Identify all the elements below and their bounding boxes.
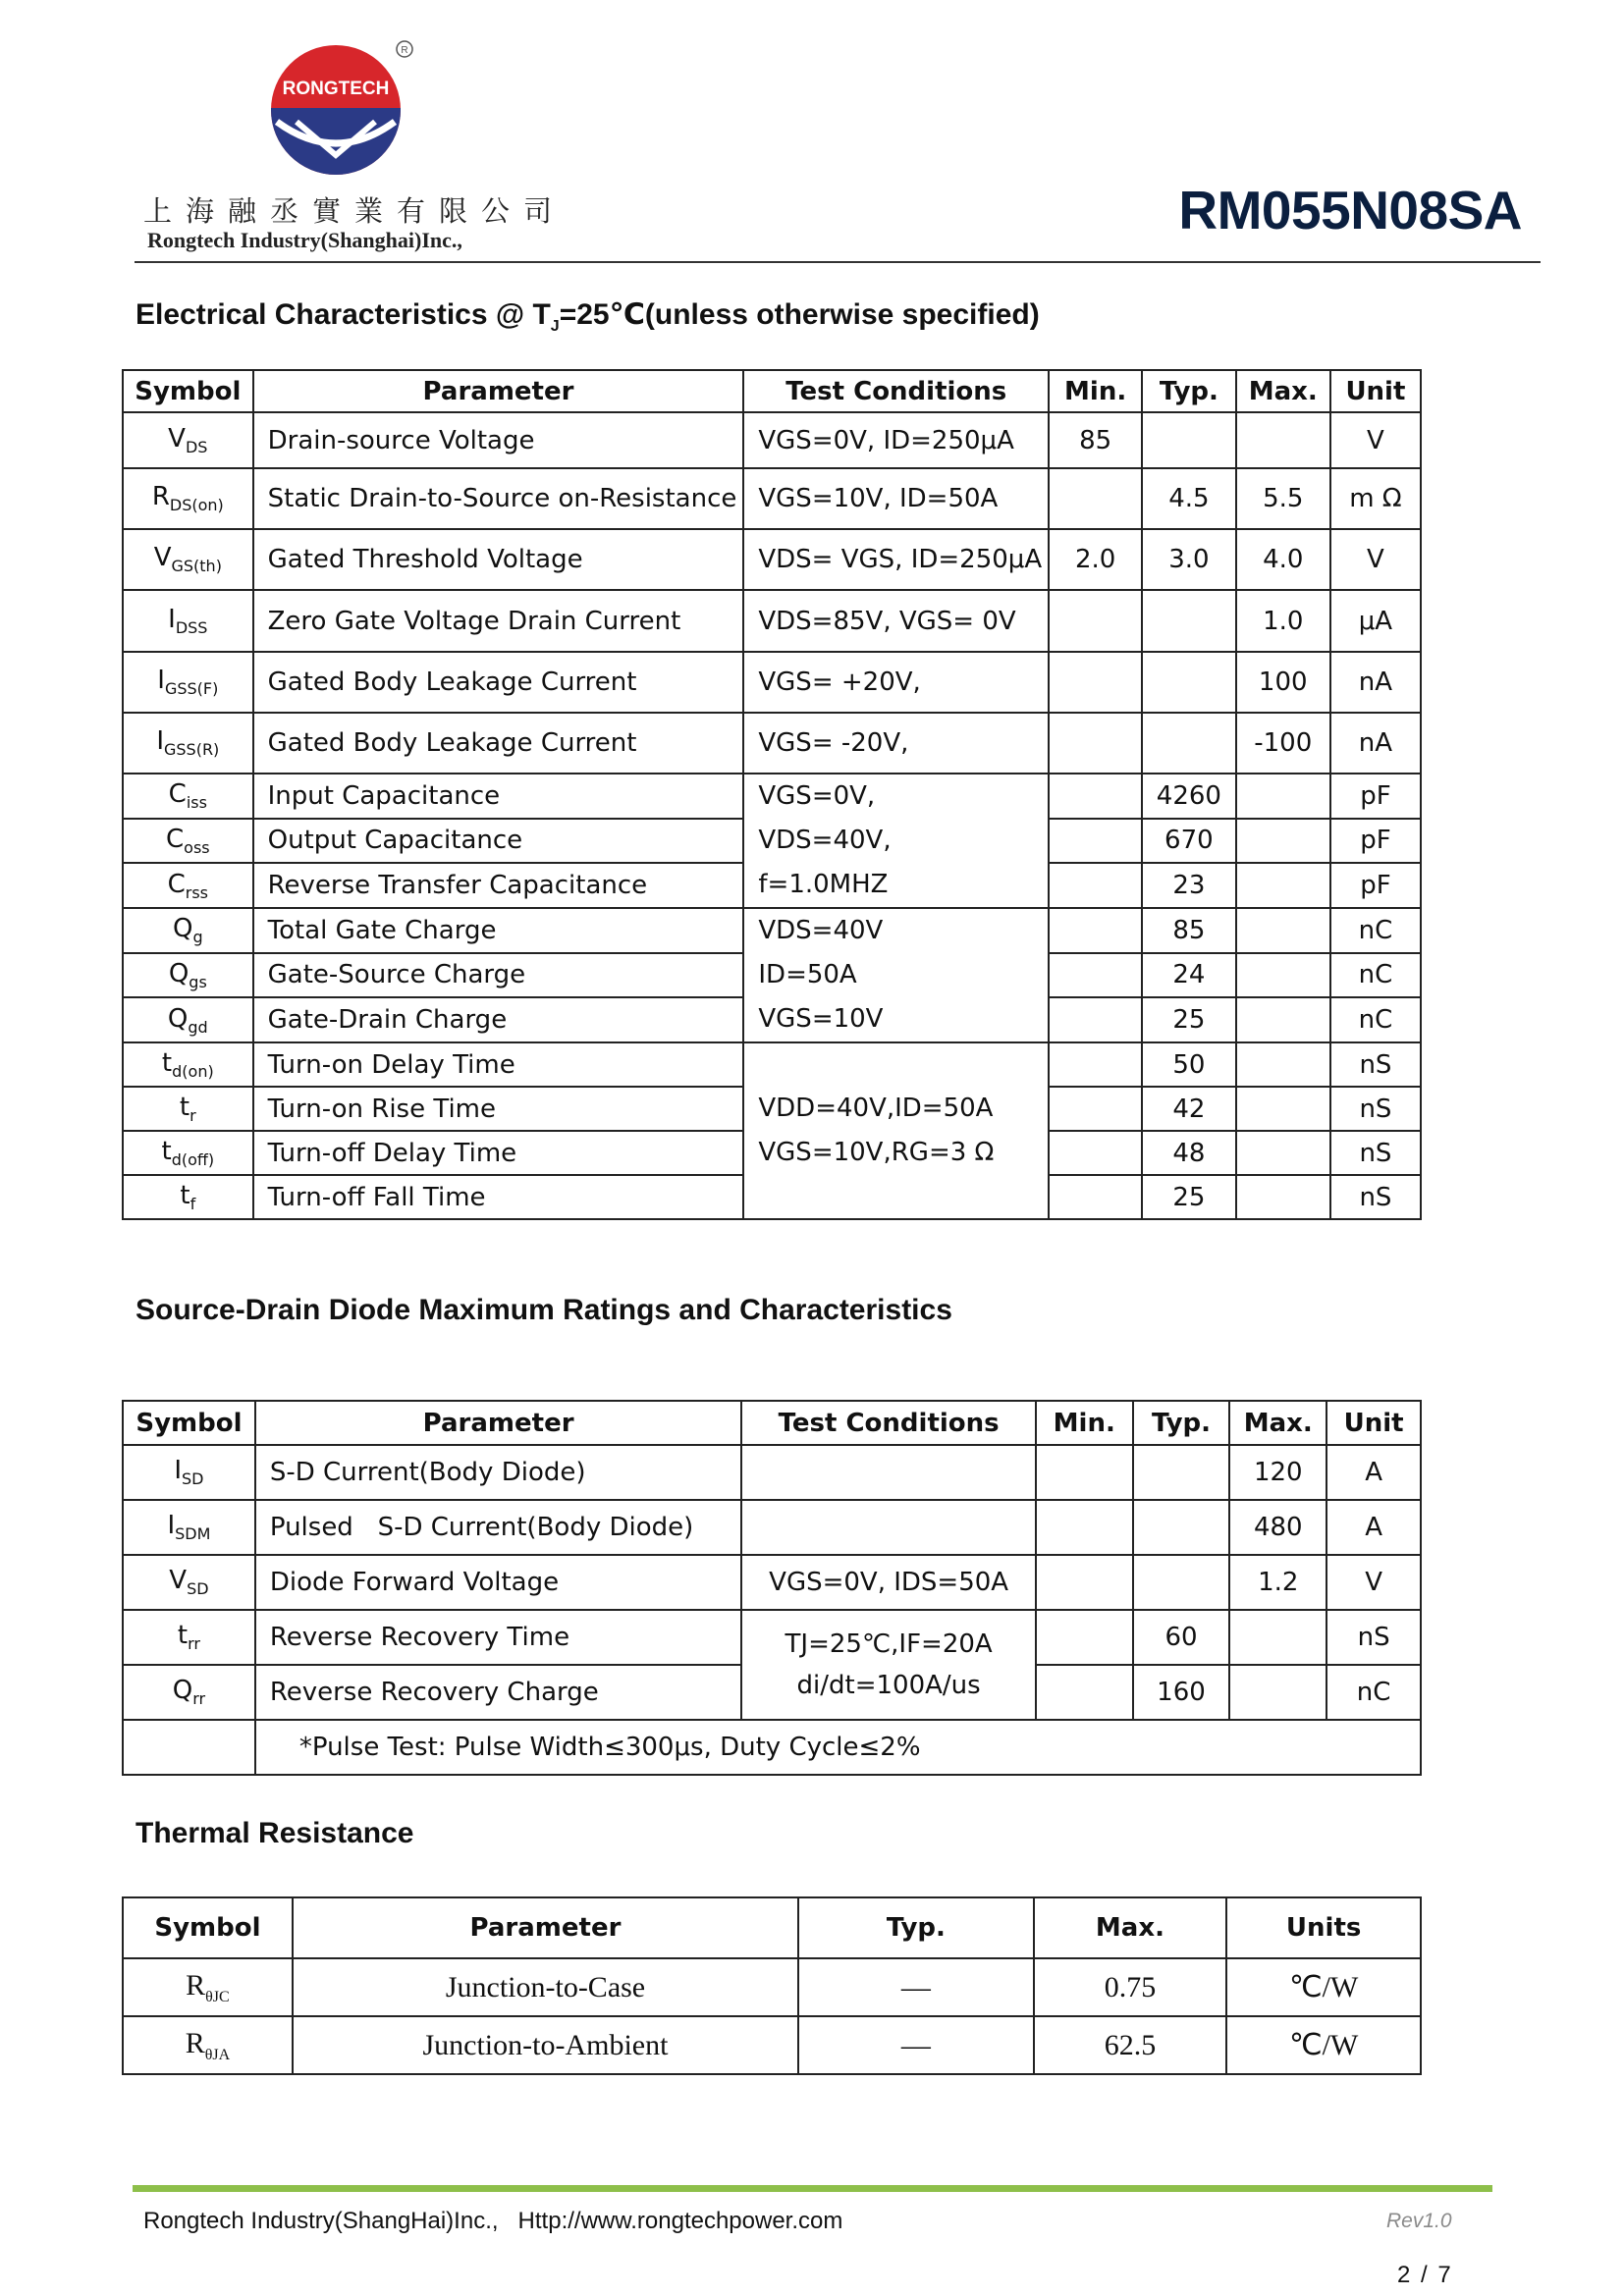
param-cell: Turn-off Fall Time xyxy=(253,1175,744,1219)
table-row xyxy=(123,774,1421,819)
header-rule xyxy=(135,261,1541,263)
min-cell xyxy=(1049,652,1142,713)
table-row xyxy=(123,713,1421,774)
symbol-cell: $t_{rr}$ xyxy=(123,1610,255,1665)
unit-cell: V xyxy=(1326,1555,1421,1610)
company-name-cn: 上海融丞實業有限公司 xyxy=(143,194,567,228)
cond-cell: VDS=85V, VGS= 0V xyxy=(743,590,1049,652)
cond-cell-switching xyxy=(743,1042,1049,1219)
typ-cell: 670 xyxy=(1142,819,1236,864)
min-cell xyxy=(1036,1500,1133,1555)
max-cell xyxy=(1236,997,1330,1042)
max-cell: 1.2 xyxy=(1229,1555,1326,1610)
param-cell: S-D Current(Body Diode) xyxy=(255,1445,742,1500)
symbol-cell: $R_{DS(on)}$ xyxy=(123,468,253,529)
col-header: Min. xyxy=(1036,1401,1133,1445)
max-cell xyxy=(1236,1175,1330,1219)
param-cell: Junction-to-Ambient xyxy=(293,2016,798,2074)
thermal-title: Thermal Resistance xyxy=(135,1817,414,1849)
col-header: Unit xyxy=(1330,370,1421,412)
col-header: Typ. xyxy=(798,1897,1034,1958)
cond-cell: VGS=0V, IDS=50A xyxy=(741,1555,1036,1610)
table-row xyxy=(123,2016,1421,2074)
col-header: Test Conditions xyxy=(743,370,1049,412)
electrical-table xyxy=(122,369,1422,1220)
typ-cell: 4.5 xyxy=(1142,468,1236,529)
typ-cell: — xyxy=(798,2016,1034,2074)
col-header: Parameter xyxy=(253,370,744,412)
typ-cell xyxy=(1142,412,1236,468)
cond-line: VGS=0V, xyxy=(758,781,876,811)
table-header-row xyxy=(123,370,1421,412)
typ-cell: — xyxy=(798,1958,1034,2016)
min-cell xyxy=(1049,819,1142,864)
unit-cell: nC xyxy=(1330,997,1421,1042)
unit-cell: pF xyxy=(1330,774,1421,819)
param-cell: Gated Body Leakage Current xyxy=(253,652,744,713)
max-cell: 100 xyxy=(1236,652,1330,713)
col-header: Max. xyxy=(1229,1401,1326,1445)
param-cell: Reverse Recovery Charge xyxy=(255,1665,742,1720)
cond-cell: VGS=10V, ID=50A xyxy=(743,468,1049,529)
min-cell xyxy=(1036,1445,1133,1500)
symbol-cell: $I_{GSS(F)}$ xyxy=(123,652,253,713)
pulse-test-note: *Pulse Test: Pulse Width≤300μs, Duty Cycle≤2% xyxy=(255,1720,1421,1775)
cond-cell-gate-charge xyxy=(743,908,1049,1042)
symbol-cell: $V_{DS}$ xyxy=(123,412,253,468)
unit-cell: nS xyxy=(1330,1042,1421,1087)
param-cell: Turn-on Rise Time xyxy=(253,1087,744,1131)
typ-cell xyxy=(1142,652,1236,713)
min-cell xyxy=(1049,1042,1142,1087)
cond-cell-recovery xyxy=(741,1610,1036,1720)
min-cell xyxy=(1049,713,1142,774)
table-row xyxy=(123,1042,1421,1087)
min-cell xyxy=(1049,590,1142,652)
symbol-cell: $C_{iss}$ xyxy=(123,774,253,819)
table-row xyxy=(123,1610,1421,1665)
param-cell: Zero Gate Voltage Drain Current xyxy=(253,590,744,652)
typ-cell: 48 xyxy=(1142,1131,1236,1175)
company-name-en: Rongtech Industry(Shanghai)Inc., xyxy=(147,228,462,252)
max-cell xyxy=(1236,1131,1330,1175)
symbol-cell: $C_{oss}$ xyxy=(123,819,253,864)
footer-text xyxy=(143,2208,842,2235)
footer-company: Rongtech Industry(ShangHai)Inc., xyxy=(143,2208,499,2234)
min-cell: 85 xyxy=(1049,412,1142,468)
typ-cell xyxy=(1133,1500,1230,1555)
symbol-cell: $I_{SD}$ xyxy=(123,1445,255,1500)
table-row xyxy=(123,908,1421,953)
min-cell xyxy=(1049,863,1142,908)
unit-cell: V xyxy=(1330,529,1421,590)
max-cell: 0.75 xyxy=(1034,1958,1227,2016)
cond-line: VDS=40V xyxy=(758,916,884,945)
typ-cell xyxy=(1142,713,1236,774)
unit-cell: nS xyxy=(1326,1610,1421,1665)
symbol-cell: $t_r$ xyxy=(123,1087,253,1131)
cond-cell: VDS= VGS, ID=250μA xyxy=(743,529,1049,590)
unit-cell: nC xyxy=(1330,908,1421,953)
symbol-cell: $R_{\theta JA}$ xyxy=(123,2016,293,2074)
unit-cell: nS xyxy=(1330,1087,1421,1131)
unit-cell: nS xyxy=(1330,1131,1421,1175)
col-header: Test Conditions xyxy=(741,1401,1036,1445)
unit-cell: nS xyxy=(1330,1175,1421,1219)
param-cell: Total Gate Charge xyxy=(253,908,744,953)
param-cell: Output Capacitance xyxy=(253,819,744,864)
cond-line: VDD=40V,ID=50A xyxy=(758,1094,994,1123)
unit-cell: m Ω xyxy=(1330,468,1421,529)
param-cell: Turn-off Delay Time xyxy=(253,1131,744,1175)
svg-text:R: R xyxy=(401,45,408,56)
diode-table xyxy=(122,1400,1422,1776)
max-cell: 5.5 xyxy=(1236,468,1330,529)
symbol-cell: $Q_g$ xyxy=(123,908,253,953)
max-cell xyxy=(1229,1665,1326,1720)
typ-cell: 3.0 xyxy=(1142,529,1236,590)
typ-cell: 25 xyxy=(1142,1175,1236,1219)
page-number: 2 / 7 xyxy=(1397,2262,1453,2288)
cond-line: ID=50A xyxy=(758,960,857,989)
logo-text: RONGTECH xyxy=(282,79,390,99)
table-row xyxy=(123,468,1421,529)
max-cell: 480 xyxy=(1229,1500,1326,1555)
thermal-table xyxy=(122,1896,1422,2075)
max-cell xyxy=(1236,953,1330,998)
min-cell xyxy=(1036,1665,1133,1720)
min-cell: 2.0 xyxy=(1049,529,1142,590)
param-cell: Gate-Source Charge xyxy=(253,953,744,998)
param-cell: Junction-to-Case xyxy=(293,1958,798,2016)
unit-cell: nC xyxy=(1330,953,1421,998)
footer-rule xyxy=(133,2185,1492,2192)
max-cell: -100 xyxy=(1236,713,1330,774)
col-header: Unit xyxy=(1326,1401,1421,1445)
max-cell xyxy=(1236,412,1330,468)
typ-cell: 160 xyxy=(1133,1665,1230,1720)
min-cell xyxy=(1049,1087,1142,1131)
symbol-cell: $V_{SD}$ xyxy=(123,1555,255,1610)
cond-cell: VGS= -20V, xyxy=(743,713,1049,774)
min-cell xyxy=(1049,468,1142,529)
cond-cell: VGS=0V, ID=250μA xyxy=(743,412,1049,468)
min-cell xyxy=(1036,1555,1133,1610)
unit-cell: pF xyxy=(1330,819,1421,864)
param-cell: Gate-Drain Charge xyxy=(253,997,744,1042)
unit-cell: ℃/W xyxy=(1226,1958,1421,2016)
min-cell xyxy=(1049,908,1142,953)
cond-cell: VGS= +20V, xyxy=(743,652,1049,713)
typ-cell: 25 xyxy=(1142,997,1236,1042)
table-header-row xyxy=(123,1897,1421,1958)
cond-cell xyxy=(741,1445,1036,1500)
table-row-note xyxy=(123,1720,1421,1775)
table-row xyxy=(123,590,1421,652)
cond-cell xyxy=(741,1500,1036,1555)
symbol-cell: $R_{\theta JC}$ xyxy=(123,1958,293,2016)
diode-title: Source-Drain Diode Maximum Ratings and Characteristics xyxy=(135,1294,952,1326)
unit-cell: A xyxy=(1326,1500,1421,1555)
symbol-cell: $I_{DSS}$ xyxy=(123,590,253,652)
typ-cell: 4260 xyxy=(1142,774,1236,819)
typ-cell: 85 xyxy=(1142,908,1236,953)
max-cell xyxy=(1229,1610,1326,1665)
param-cell: Gated Body Leakage Current xyxy=(253,713,744,774)
unit-cell: nA xyxy=(1330,713,1421,774)
typ-cell: 42 xyxy=(1142,1087,1236,1131)
param-cell: Input Capacitance xyxy=(253,774,744,819)
table-row xyxy=(123,1555,1421,1610)
col-header: Symbol xyxy=(123,1897,293,1958)
part-number: RM055N08SA xyxy=(1178,180,1522,240)
param-cell: Gated Threshold Voltage xyxy=(253,529,744,590)
cond-line: TJ=25℃,IF=20A xyxy=(785,1629,993,1659)
typ-cell: 23 xyxy=(1142,863,1236,908)
revision: Rev1.0 xyxy=(1386,2210,1452,2232)
max-cell: 1.0 xyxy=(1236,590,1330,652)
table-row xyxy=(123,652,1421,713)
max-cell xyxy=(1236,819,1330,864)
max-cell: 120 xyxy=(1229,1445,1326,1500)
typ-cell xyxy=(1133,1555,1230,1610)
min-cell xyxy=(1049,1175,1142,1219)
col-header: Max. xyxy=(1034,1897,1227,1958)
col-header: Typ. xyxy=(1133,1401,1230,1445)
min-cell xyxy=(1049,1131,1142,1175)
table-row xyxy=(123,1445,1421,1500)
symbol-cell: $t_f$ xyxy=(123,1175,253,1219)
typ-cell: 24 xyxy=(1142,953,1236,998)
col-header: Symbol xyxy=(123,1401,255,1445)
cond-line: VGS=10V,RG=3 Ω xyxy=(758,1138,995,1167)
symbol-cell: $Q_{rr}$ xyxy=(123,1665,255,1720)
param-cell: Static Drain-to-Source on-Resistance xyxy=(253,468,744,529)
max-cell xyxy=(1236,1042,1330,1087)
unit-cell: pF xyxy=(1330,863,1421,908)
param-cell: Reverse Transfer Capacitance xyxy=(253,863,744,908)
max-cell xyxy=(1236,1087,1330,1131)
symbol-cell: $I_{SDM}$ xyxy=(123,1500,255,1555)
table-row xyxy=(123,412,1421,468)
col-header: Units xyxy=(1226,1897,1421,1958)
unit-cell: V xyxy=(1330,412,1421,468)
max-cell xyxy=(1236,908,1330,953)
max-cell xyxy=(1236,863,1330,908)
cond-cell-capacitance xyxy=(743,774,1049,908)
table-header-row xyxy=(123,1401,1421,1445)
cond-line: f=1.0MHZ xyxy=(758,870,889,899)
unit-cell: μA xyxy=(1330,590,1421,652)
typ-cell xyxy=(1142,590,1236,652)
max-cell xyxy=(1236,774,1330,819)
symbol-cell: $Q_{gd}$ xyxy=(123,997,253,1042)
symbol-cell: $C_{rss}$ xyxy=(123,863,253,908)
param-cell: Drain-source Voltage xyxy=(253,412,744,468)
note-spacer xyxy=(123,1720,255,1775)
symbol-cell: $t_{d(on)}$ xyxy=(123,1042,253,1087)
unit-cell: A xyxy=(1326,1445,1421,1500)
unit-cell: nA xyxy=(1330,652,1421,713)
cond-line: VGS=10V xyxy=(758,1004,884,1034)
footer-url[interactable]: Http://www.rongtechpower.com xyxy=(517,2208,843,2234)
electrical-title: Electrical Characteristics @ $T_J=25℃(unless$ otherwise specified) xyxy=(135,298,1040,335)
col-header: Typ. xyxy=(1142,370,1236,412)
param-cell: Pulsed S-D Current(Body Diode) xyxy=(255,1500,742,1555)
symbol-cell: $I_{GSS(R)}$ xyxy=(123,713,253,774)
param-cell: Turn-on Delay Time xyxy=(253,1042,744,1087)
col-header: Parameter xyxy=(293,1897,798,1958)
param-cell: Diode Forward Voltage xyxy=(255,1555,742,1610)
unit-cell: nC xyxy=(1326,1665,1421,1720)
unit-cell: ℃/W xyxy=(1226,2016,1421,2074)
min-cell xyxy=(1049,997,1142,1042)
max-cell: 62.5 xyxy=(1034,2016,1227,2074)
param-cell: Reverse Recovery Time xyxy=(255,1610,742,1665)
col-header: Parameter xyxy=(255,1401,742,1445)
min-cell xyxy=(1049,953,1142,998)
table-row xyxy=(123,1958,1421,2016)
col-header: Symbol xyxy=(123,370,253,412)
min-cell xyxy=(1049,774,1142,819)
max-cell: 4.0 xyxy=(1236,529,1330,590)
col-header: Min. xyxy=(1049,370,1142,412)
symbol-cell: $Q_{gs}$ xyxy=(123,953,253,998)
symbol-cell: $t_{d(off)}$ xyxy=(123,1131,253,1175)
typ-cell xyxy=(1133,1445,1230,1500)
cond-line: VDS=40V, xyxy=(758,826,892,855)
cond-line: di/dt=100A/us xyxy=(796,1671,981,1700)
company-logo xyxy=(257,39,414,177)
col-header: Max. xyxy=(1236,370,1330,412)
typ-cell: 50 xyxy=(1142,1042,1236,1087)
symbol-cell: $V_{GS(th)}$ xyxy=(123,529,253,590)
table-row xyxy=(123,1500,1421,1555)
table-row xyxy=(123,529,1421,590)
min-cell xyxy=(1036,1610,1133,1665)
typ-cell: 60 xyxy=(1133,1610,1230,1665)
